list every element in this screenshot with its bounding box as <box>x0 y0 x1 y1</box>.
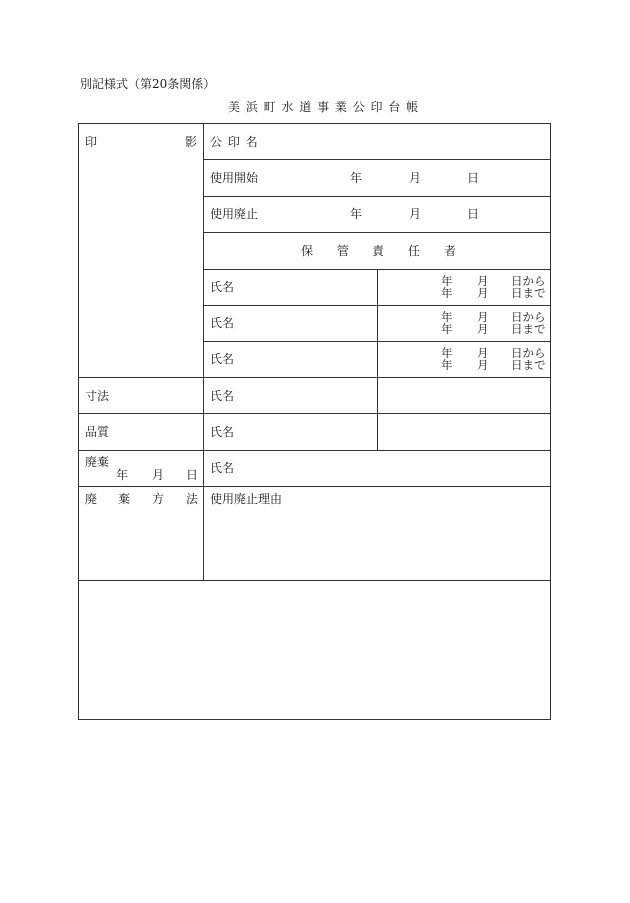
shimei-label: 氏名 <box>210 352 235 366</box>
period-from-day: 日から <box>511 310 546 324</box>
period-from-month: 月 <box>477 346 489 360</box>
row-line <box>203 196 551 197</box>
shimei-label: 氏名 <box>210 461 235 475</box>
row-line <box>203 305 551 306</box>
period-to-month: 月 <box>477 322 489 336</box>
hinshitsu-label: 品質 <box>85 425 110 439</box>
period-from-year: 年 <box>441 274 453 288</box>
period-to-year: 年 <box>441 358 453 372</box>
period-to-month: 月 <box>477 286 489 300</box>
col-divider-inner <box>377 269 378 450</box>
period-to-day: 日まで <box>511 322 546 336</box>
shimei-label: 氏名 <box>210 280 235 294</box>
koin-name-label: 公 印 名 <box>210 135 259 149</box>
houhou-char: 法 <box>186 492 199 506</box>
row-line <box>78 377 551 378</box>
period-from-year: 年 <box>441 310 453 324</box>
stop-month: 月 <box>409 207 422 221</box>
hokan-char: 者 <box>444 244 457 258</box>
hokan-char: 保 <box>301 244 314 258</box>
period-to-month: 月 <box>477 358 489 372</box>
riyuu-label: 使用廃止理由 <box>210 492 283 506</box>
row-line <box>78 413 551 414</box>
inei-label-2: 影 <box>185 135 198 149</box>
period-from-month: 月 <box>477 310 489 324</box>
ledger-table <box>78 123 551 720</box>
row-line <box>203 341 551 342</box>
period-from-day: 日から <box>511 346 546 360</box>
row-line <box>78 486 551 487</box>
row-line <box>203 232 551 233</box>
houhou-char: 方 <box>152 492 165 506</box>
hokan-char: 任 <box>408 244 421 258</box>
period-to-year: 年 <box>441 286 453 300</box>
start-year: 年 <box>350 171 363 185</box>
start-label: 使用開始 <box>210 171 259 185</box>
haiki-month: 月 <box>152 468 165 482</box>
hokan-char: 責 <box>372 244 385 258</box>
haiki-day: 日 <box>186 468 199 482</box>
sunpo-label: 寸法 <box>85 389 110 403</box>
stop-year: 年 <box>350 207 363 221</box>
period-to-year: 年 <box>441 322 453 336</box>
period-from-month: 月 <box>477 274 489 288</box>
row-line <box>203 159 551 160</box>
period-to-day: 日まで <box>511 286 546 300</box>
row-line <box>78 450 551 451</box>
period-to-day: 日まで <box>511 358 546 372</box>
start-day: 日 <box>467 171 480 185</box>
start-month: 月 <box>409 171 422 185</box>
col-divider-main <box>203 123 204 581</box>
shimei-label: 氏名 <box>210 316 235 330</box>
haiki-year: 年 <box>116 468 129 482</box>
houhou-char: 廃 <box>85 492 98 506</box>
stop-label: 使用廃止 <box>210 207 259 221</box>
period-from-year: 年 <box>441 346 453 360</box>
period-from-day: 日から <box>511 274 546 288</box>
document-title: 美 浜 町 水 道 事 業 公 印 台 帳 <box>228 100 420 114</box>
row-line <box>78 580 551 581</box>
inei-label-1: 印 <box>85 135 98 149</box>
houhou-char: 棄 <box>118 492 131 506</box>
stop-day: 日 <box>467 207 480 221</box>
form-note: 別記様式（第20条関係） <box>80 77 216 91</box>
hokan-char: 管 <box>337 244 350 258</box>
shimei-label: 氏名 <box>210 425 235 439</box>
shimei-label: 氏名 <box>210 389 235 403</box>
row-line <box>203 269 551 270</box>
haiki-label: 廃棄 <box>85 455 110 469</box>
